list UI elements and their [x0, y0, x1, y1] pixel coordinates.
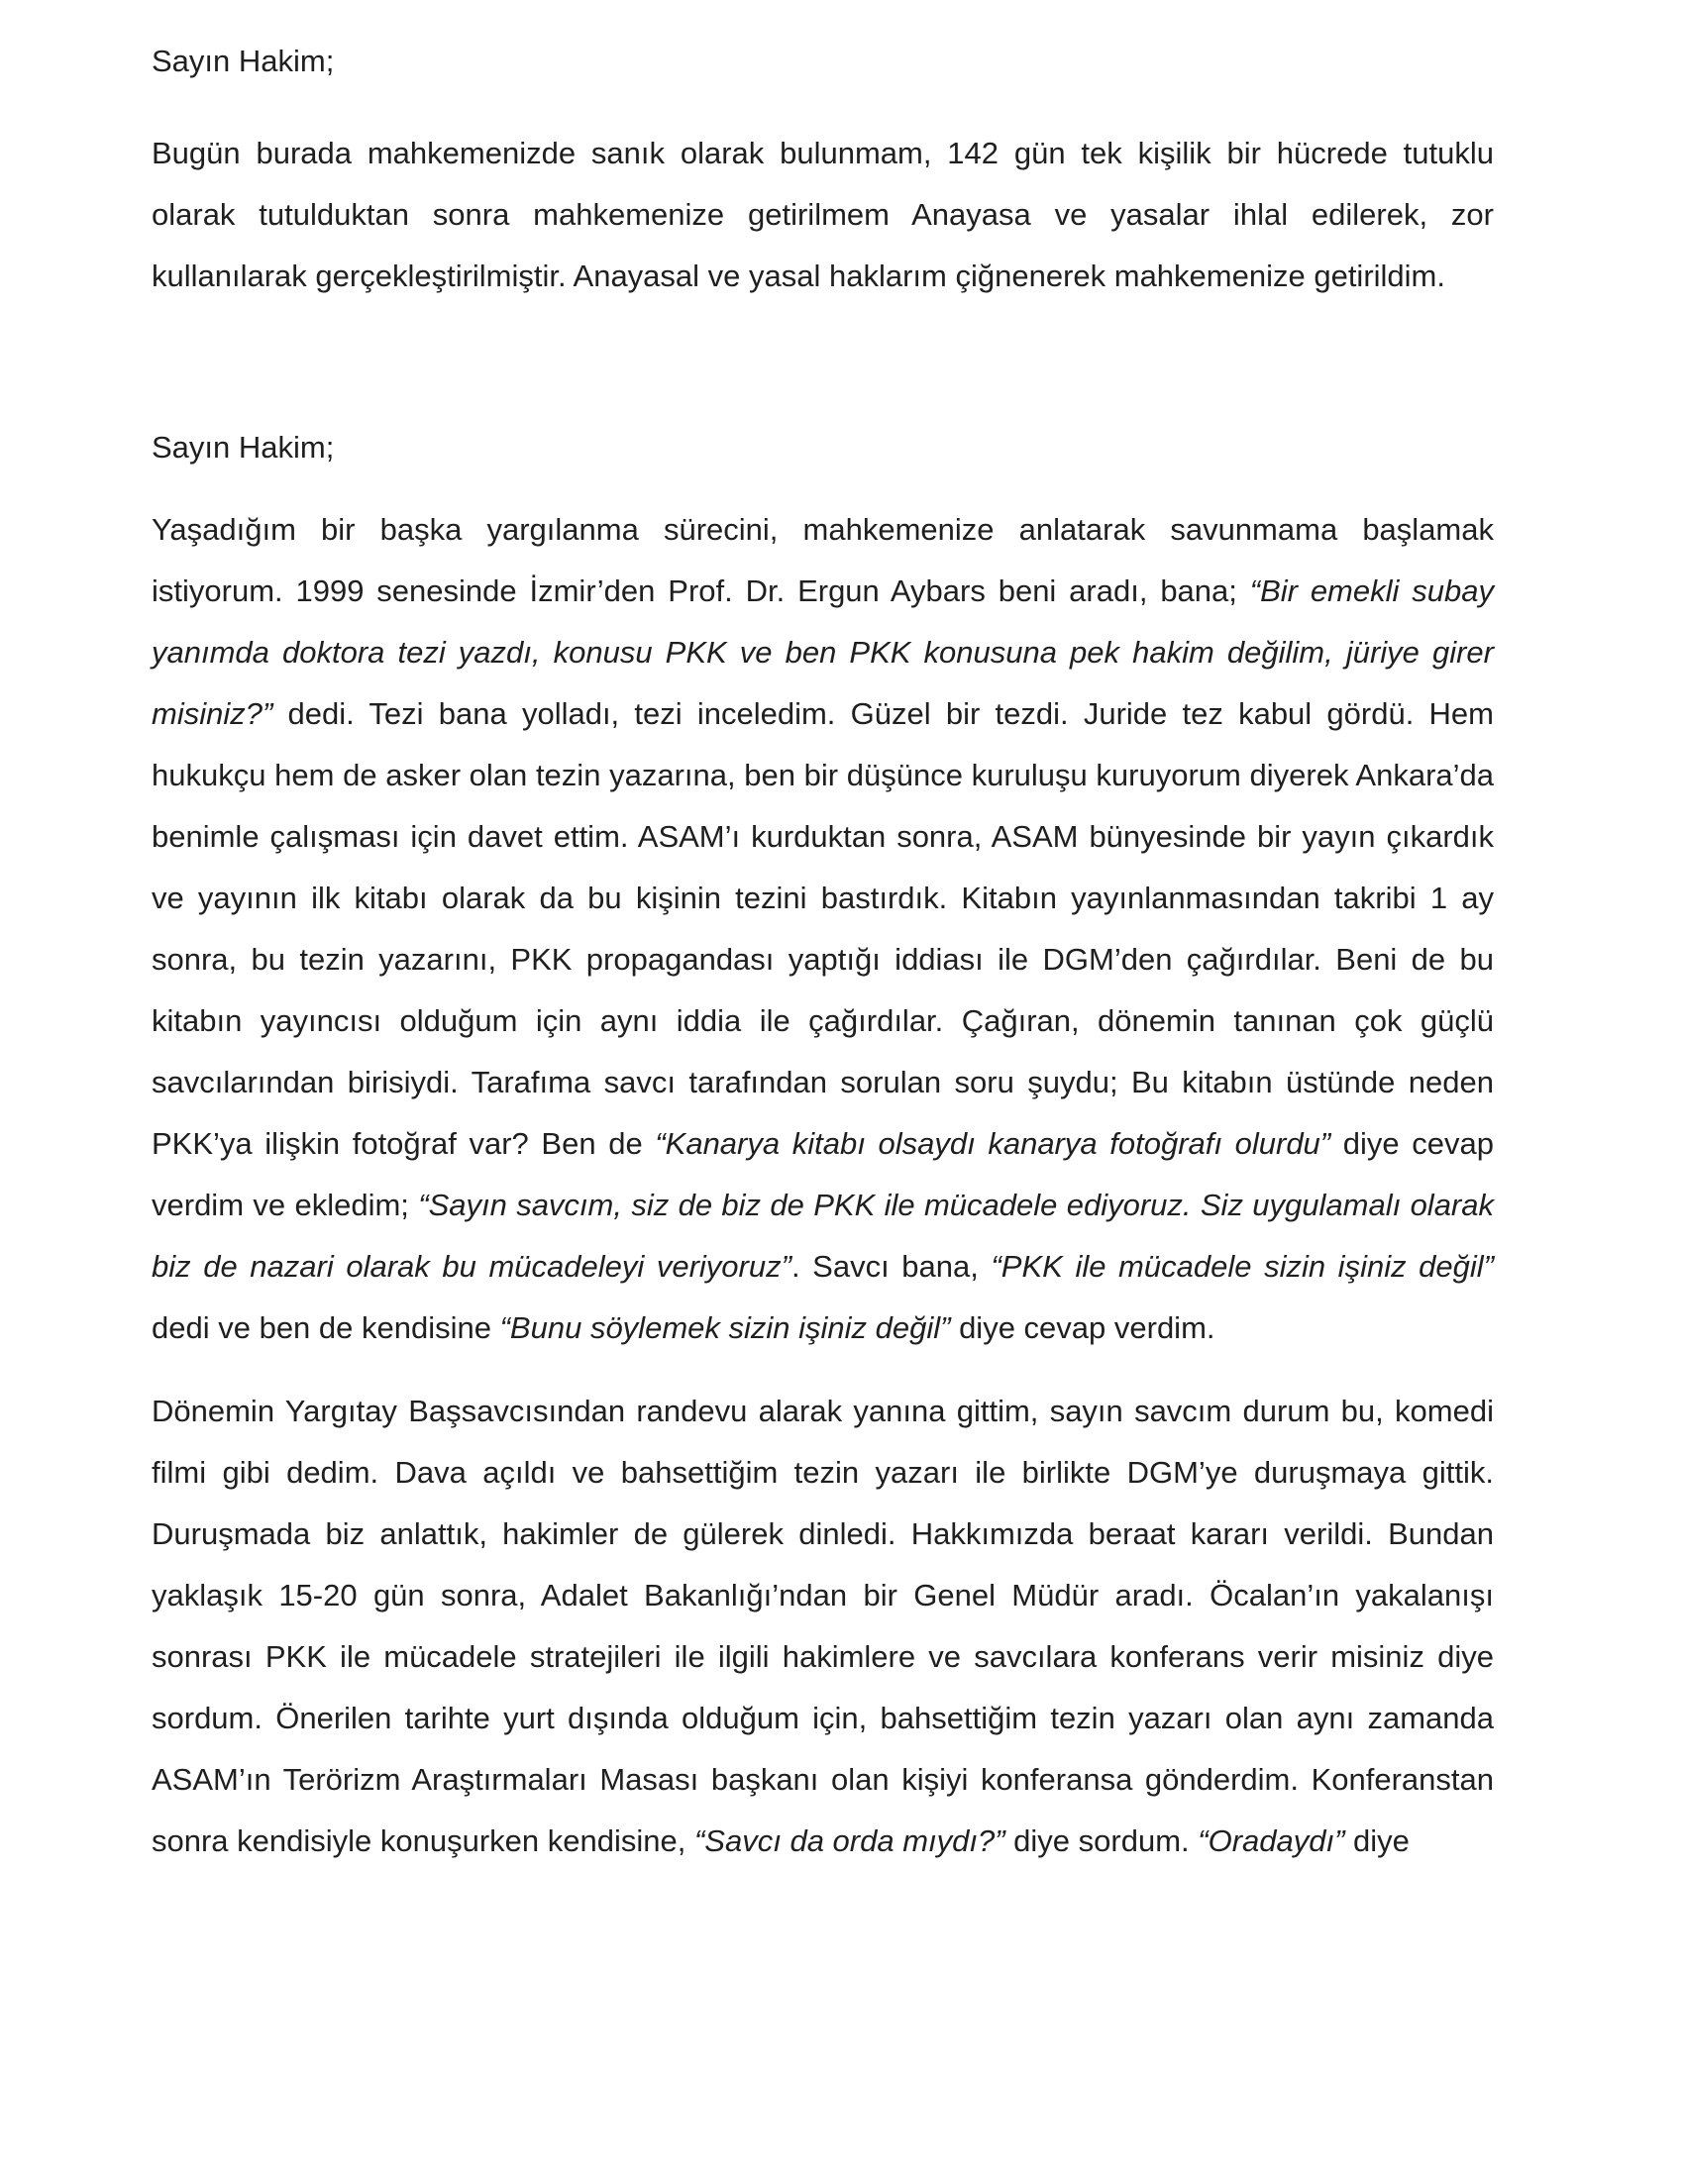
text-segment: dedi ve ben de kendisine [152, 1310, 500, 1345]
text-segment: Dönemin Yargıtay Başsavcısından randevu alarak yanına gittim, sayın savcım durum bu, komedi filmi gibi dedim. Dava açıldı ve bahsettiğim tezin yazarı ile birlikte DGM’ye duruşmaya gittik. Duruşmada biz anlattık, hakimler de gülerek dinledi. Hakkımızda beraat kararı verildi. Bundan yaklaşık 15-20 gün sonra, Adalet Bakanlığı’ndan bir Genel Müdür aradı. Öcalan’ın yakalanışı sonrası PKK ile mücadele stratejileri ile ilgili hakimlere ve savcılara konferans verir misiniz diye sordum. Önerilen tarihte yurt dışında olduğum için, bahsettiğim tezin yazarı olan aynı zamanda ASAM’ın Terörizm Araştırmaları Masası başkanı olan kişiyi konferansa gönderdim. Konferanstan sonra kendisiyle konuşurken kendisine, [152, 1394, 1494, 1858]
text-segment: diye sordum. [1004, 1823, 1199, 1858]
quote: “Oradaydı” [1198, 1823, 1345, 1858]
paragraph-detention: Bugün burada mahkemenizde sanık olarak bulunmam, 142 gün tek kişilik bir hücrede tutuklu olarak tutulduktan sonra mahkemenize getirilmem Anayasa ve yasalar ihlal edilerek, zor kullanılarak gerçekleştirilmiştir. Anayasal ve yasal haklarım çiğnenerek mahkemenize getirildim. [152, 136, 1494, 293]
quote: “PKK ile mücadele sizin işiniz değil” [991, 1249, 1495, 1284]
text-segment: dedi. Tezi bana yolladı, tezi inceledim. Güzel bir tezdi. Juride tez kabul gördü. Hem hukukçu hem de asker olan tezin yazarına, ben bir düşünce kuruluşu kuruyorum diyerek Ankara’da benimle çalışması için davet ettim. ASAM’ı kurduktan sonra, ASAM bünyesinde bir yayın çıkardık ve yayının ilk kitabı olarak da bu kişinin tezini bastırdık. Kitabın yayınlanmasından takribi 1 ay sonra, bu tezin yazarını, PKK propagandası yaptığı iddiası ile DGM’den çağırdılar. Beni de bu kitabın yayıncısı olduğum için aynı iddia ile çağırdılar. Çağıran, dönemin tanınan çok güçlü savcılarından birisiydi. Tarafıma savcı tarafından sorulan soru şuydu; Bu kitabın üstünde neden PKK’ya ilişkin fotoğraf var? Ben de [152, 696, 1494, 1161]
document-page [152, 38, 1494, 1872]
quote: “Savcı da orda mıydı?” [693, 1823, 1005, 1858]
paragraph-prior-trial [152, 499, 1494, 1359]
quote: “Bunu söylemek sizin işiniz değil” [499, 1310, 951, 1345]
text-segment: . Savcı bana, [790, 1249, 992, 1284]
salutation: Sayın Hakim; [152, 430, 335, 465]
text-segment: Yaşadığım bir başka yargılanma sürecini, mahkemenize anlatarak savunmama başlamak istiyorum. 1999 senesinde İzmir’den Prof. Dr. Ergun Aybars beni aradı, bana; [152, 512, 1494, 608]
text-segment: diye cevap verdim ve ekledim; [152, 1126, 1494, 1222]
salutation: Sayın Hakim; [152, 44, 335, 78]
quote: “Kanarya kitabı olsaydı kanarya fotoğrafı olurdu” [655, 1126, 1331, 1161]
text-segment: diye cevap verdim. [950, 1310, 1215, 1345]
text-segment: diye [1344, 1823, 1410, 1858]
quote: “Bir emekli subay yanımda doktora tezi yazdı, konusu PKK ve ben PKK konusuna pek hakim değilim, jüriye girer misiniz?” [152, 573, 1494, 731]
paragraph-acquittal-conference [152, 1381, 1494, 1872]
quote: “Sayın savcım, siz de biz de PKK ile mücadele ediyoruz. Siz uygulamalı olarak biz de nazari olarak bu mücadeleyi veriyoruz” [152, 1188, 1494, 1284]
